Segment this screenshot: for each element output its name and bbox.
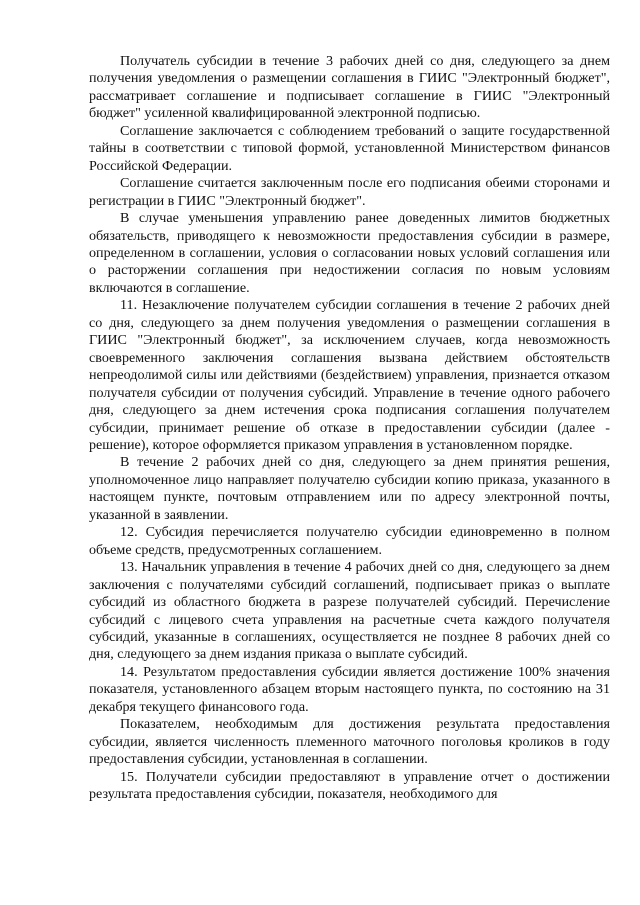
paragraph-limits-reduction: В случае уменьшения управлению ранее доведенных лимитов бюджетных обязательств, приводящего к невозможности предоставления субсидии в размере, определенном в соглашении, условия о согласовании новых условий соглашения или о расторжении соглашения при недостижении согласия по новым условиям включаются в соглашение. [89, 210, 610, 296]
paragraph-item-12: 12. Субсидия перечисляется получателю субсидии единовременно в полном объеме средств, предусмотренных соглашением. [89, 524, 610, 558]
paragraph-item-13: 13. Начальник управления в течение 4 рабочих дней со дня, следующего за днем заключения с получателями субсидий соглашений, подписывает приказ о выплате субсидий из областного бюджета в разрезе получателей субсидий. Перечисление субсидий с лицевого счета управления на расчетные счета каждого получателя субсидий, указанные в соглашениях, осуществляется не позднее 8 рабочих дней со дня, следующего за днем издания приказа о выплате субсидий. [89, 559, 610, 663]
document-body [89, 53, 610, 803]
paragraph-recipient-signing: Получатель субсидии в течение 3 рабочих дней со дня, следующего за днем получения уведомления о размещении соглашения в ГИИС "Электронный бюджет", рассматривает соглашение и подписывает соглашение в ГИИС "Электронный бюджет" усиленной квалифицированной электронной подписью. [89, 53, 610, 122]
paragraph-item-15: 15. Получатели субсидии предоставляют в управление отчет о достижении результата предоставления субсидии, показателя, необходимого для [89, 768, 610, 803]
paragraph-item-11: 11. Незаключение получателем субсидии соглашения в течение 2 рабочих дней со дня, следующего за днем получения уведомления о размещении соглашения в ГИИС "Электронный бюджет", за исключением случаев, когда невозможность своевременного заключения соглашения вызвана действием обстоятельств непреодолимой силы или действиями (бездействием) управления, признается отказом получателя субсидии от получения субсидий. Управление в течение одного рабочего дня, следующего за днем истечения срока подписания соглашения получателем субсидии, принимает решение об отказе в предоставлении субсидии (далее - решение), которое оформляется приказом управления в установленном порядке. [89, 297, 610, 453]
paragraph-decision-notice: В течение 2 рабочих дней со дня, следующего за днем принятия решения, уполномоченное лицо направляет получателю субсидии копию приказа, указанного в настоящем пункте, почтовым отправлением или по адресу электронной почты, указанной в заявлении. [89, 454, 610, 523]
paragraph-agreement-concluded: Соглашение считается заключенным после его подписания обеими сторонами и регистрации в ГИИС "Электронный бюджет". [89, 175, 610, 209]
paragraph-item-14: 14. Результатом предоставления субсидии является достижение 100% значения показателя, установленного абзацем вторым настоящего пункта, по состоянию на 31 декабря текущего финансового года. [89, 663, 610, 715]
paragraph-state-secret: Соглашение заключается с соблюдением требований о защите государственной тайны в соответствии с типовой формой, установленной Министерством финансов Российской Федерации. [89, 122, 610, 174]
paragraph-indicator: Показателем, необходимым для достижения результата предоставления субсидии, является численность племенного маточного поголовья кроликов в году предоставления субсидии, установленная в соглашении. [89, 716, 610, 768]
